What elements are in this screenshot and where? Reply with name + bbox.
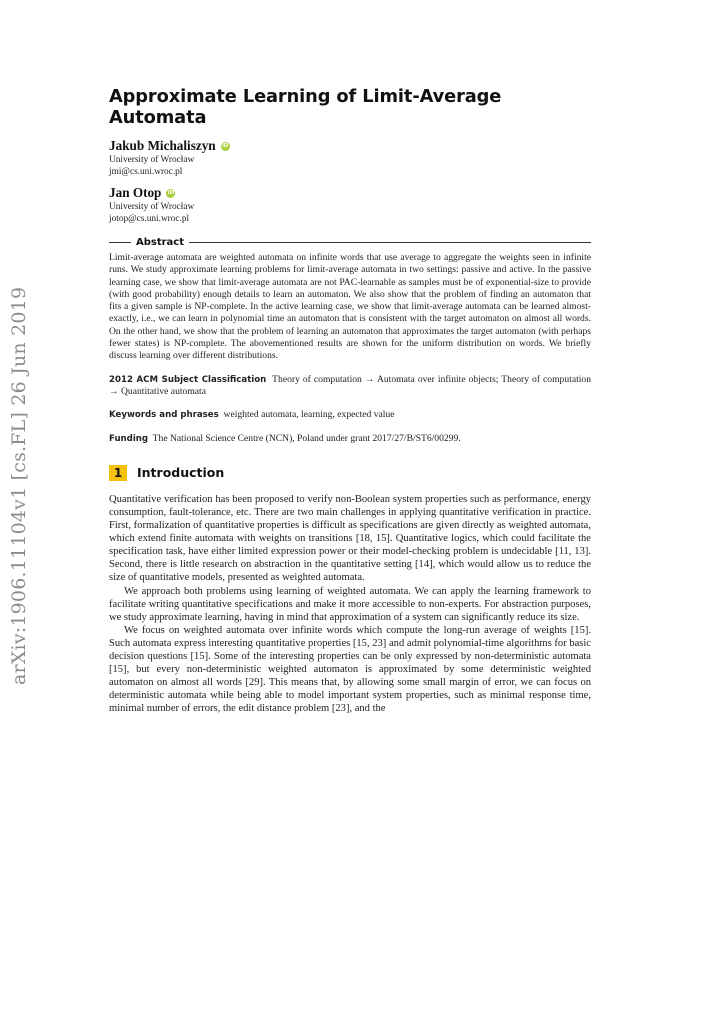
orcid-icon[interactable]: iD — [221, 142, 229, 149]
section-heading — [109, 465, 591, 481]
author-block-2 — [109, 185, 591, 225]
author-email: jmi@cs.uni.wroc.pl — [109, 167, 183, 177]
intro-paragraph-2: We approach both problems using learning of weighted automata. We can apply the learning framework to facilitate writing quantitative specifications and make it more accessible to non-experts. For abstraction purposes, we study approximate learning, having in mind that approximation of a system can significantly reduce its size. — [109, 585, 591, 623]
keywords-label: Keywords and phrases — [109, 410, 219, 421]
abstract-heading: Abstract — [136, 237, 185, 248]
acm-classification-text: Theory of computation → Automata over infinite objects; Theory of computation → Quantitative automata — [109, 373, 591, 397]
funding — [109, 433, 591, 445]
orcid-icon[interactable]: iD — [167, 189, 175, 196]
author-email: jotop@cs.uni.wroc.pl — [109, 214, 190, 224]
intro-paragraph-1: Quantitative verification has been proposed to verify non-Boolean system properties such as performance, energy consumption, fault-tolerance, etc. There are two main challenges in applying quantitative verification in practice. First, formalization of quantitative properties is difficult as specifications are given directly as weighted automata, which extend finite automata with weights on transitions [18, 15]. Quantitative logics, which could facilitate the specification task, have either limited expression power or their model-checking problem is undecidable [11, 13]. Second, there is little research on abstraction in the quantitative setting [14], which would allow us to reduce the size of quantitative models, presented as weighted automata. — [109, 493, 591, 584]
author-affiliation: University of Wrocław — [109, 202, 195, 212]
arxiv-side-stamp: arXiv:1906.11104v1 [cs.FL] 26 Jun 2019 — [8, 286, 30, 685]
author-block-1 — [109, 138, 591, 178]
acm-classification-label: 2012 ACM Subject Classification — [109, 374, 267, 385]
keywords — [109, 409, 591, 421]
author-name-row-1 — [109, 138, 591, 154]
divider — [189, 242, 591, 243]
paper-title: Approximate Learning of Limit-Average Automata — [109, 86, 502, 128]
author-name-row-2 — [109, 185, 591, 201]
author-name: Jan Otop — [109, 185, 162, 200]
abstract-text: Limit-average automata are weighted automata on infinite words that use average to aggregate the weights seen in infinite runs. We study approximate learning problems for limit-average automata in two settings: passive and active. In the passive learning case, we show that limit-average automata are not PAC-learnable as samples must be of exponential-size to provide (with good probability) enough details to learn an automaton. We also show that the problem of finding an automaton that fits a given sample is NP-complete. In the active learning case, we show that limit-average automata can be learned almost-exactly, i.e., we can learn in polynomial time an automaton that is consistent with the target automaton on almost all words. On the other hand, we show that the problem of learning an automaton that approximates the target automaton (with perhaps fewer states) is NP-complete. The abovementioned results are shown for the uniform distribution on words. We briefly discuss learning over different distributions. — [109, 252, 591, 362]
funding-label: Funding — [109, 433, 149, 444]
author-affiliation: University of Wrocław — [109, 155, 195, 165]
acm-classification — [109, 374, 591, 399]
author-name: Jakub Michaliszyn — [109, 138, 216, 153]
abstract-heading-row — [109, 237, 591, 248]
section-number-badge: 1 — [109, 465, 127, 481]
intro-paragraph-3: We focus on weighted automata over infinite words which compute the long-run average of weights [15]. Such automata express interesting quantitative properties [15, 23] and admit polynomial-time algorithms for basic decision questions [15]. Some of the interesting properties can be only expressed by non-deterministic automata [15], but every non-deterministic weighted automaton is approximated by some deterministic weighted automaton on almost all words [29]. This means that, by allowing some small margin of error, we can focus on deterministic automata while being able to model important system properties, such as minimal response time, minimal number of errors, the edit distance problem [23], and the — [109, 624, 591, 715]
funding-text: The National Science Centre (NCN), Poland under grant 2017/27/B/ST6/00299. — [152, 432, 461, 444]
section-title: Introduction — [137, 465, 225, 481]
keywords-text: weighted automata, learning, expected value — [223, 409, 395, 421]
paper-content — [109, 86, 591, 715]
divider — [109, 242, 131, 243]
